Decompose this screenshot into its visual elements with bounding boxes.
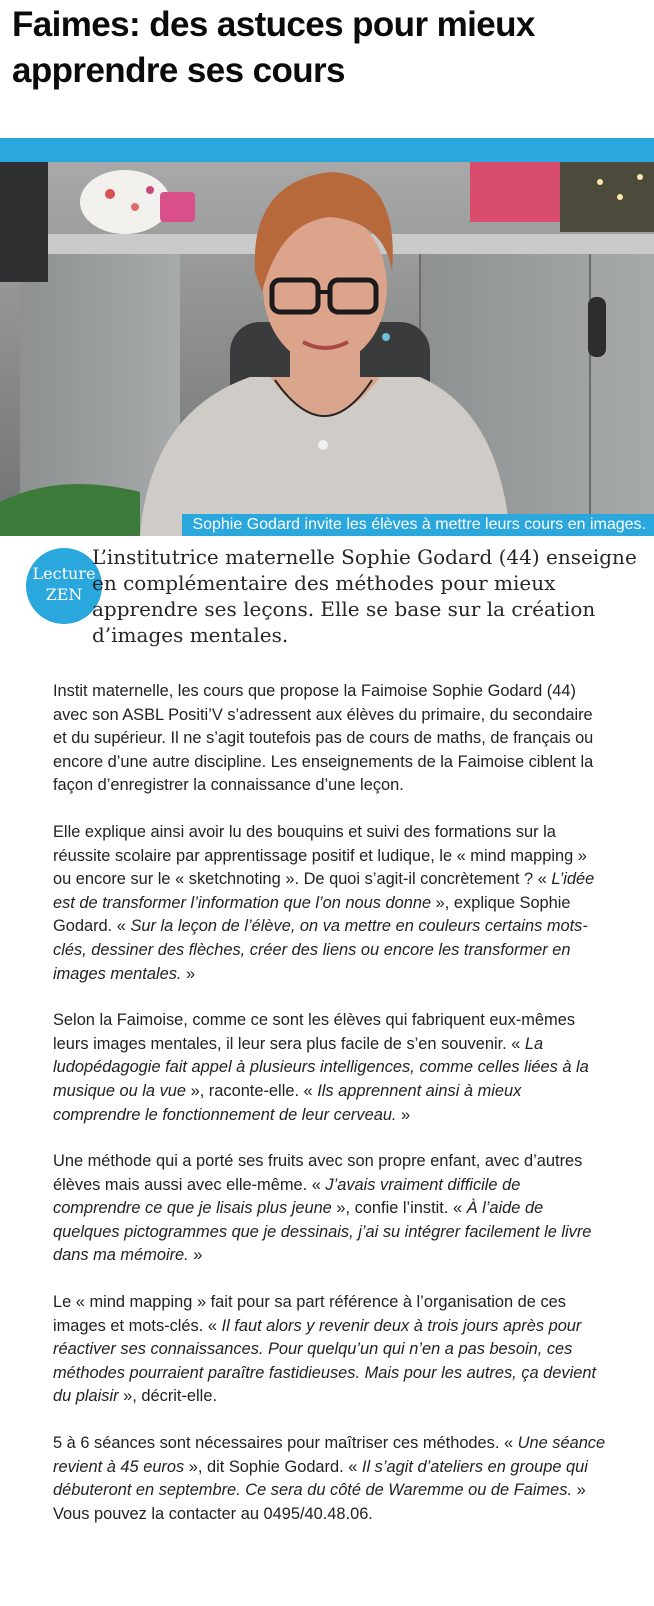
paragraph-text: Une méthode qui a porté ses fruits avec son propre enfant, avec d’autres élèves mais aussi avec elle-même. « [53,1152,583,1194]
photo-caption: Sophie Godard invite les élèves à mettre leurs cours en images. [182,514,654,536]
quote-text: Une séance revient à 45 euros [53,1434,606,1476]
body-paragraph [53,680,608,798]
paragraph-text: », confie l’instit. « [331,1199,467,1218]
paragraph-text: », raconte-elle. « [186,1081,318,1100]
paragraph-text: Elle explique ainsi avoir lu des bouquins et suivi des formations sur la réussite scolaire par apprentissage positif et ludique, le « mind mapping » ou encore sur le « sketchnoting ». De quoi s’agit-il concrètement ? « [53,822,587,889]
paragraph-text: », décrit-elle. [118,1387,217,1406]
paragraph-text: 5 à 6 séances sont nécessaires pour maîtriser ces méthodes. « [53,1434,518,1453]
paragraph-text: », dit Sophie Godard. « [184,1457,362,1476]
paragraph-text: » Vous pouvez la contacter au 0495/40.48.06. [53,1481,586,1523]
paragraph-text: » [396,1105,411,1124]
quote-text: J’avais vraiment difficile de comprendre ce que je lisais plus jeune [53,1175,521,1218]
quote-text: Il faut alors y revenir deux à trois jours après pour réactiver ses connaissances. Pour quelqu’un qui n’en a pas besoin, ces méthodes pourraient paraître fastidieuses. Mais pour les autres, ça devient du plaisir [53,1316,597,1406]
article-body [53,680,608,1549]
badge-line-2: ZEN [45,585,83,604]
badge-line-1: Lecture [32,564,96,583]
paragraph-text: Selon la Faimoise, comme ce sont les élèves qui fabriquent eux-mêmes leurs images mentales, il leur sera plus facile de s’en souvenir. « [53,1011,576,1053]
body-paragraph [53,1432,608,1526]
quote-text: Il s’agit d’ateliers en groupe qui débuteront en septembre. Ce sera du côté de Waremme ou de Faimes. [53,1457,588,1500]
paragraph-text: Instit maternelle, les cours que propose la Faimoise Sophie Godard (44) avec son ASBL Positi’V s’adressent aux élèves du primaire, du secondaire et du supérieur. Il ne s’agit toutefois pas de cours de maths, de français ou encore d’une autre discipline. Les enseignements de la Faimoise ciblent la façon d’enregistrer la connaissance d’une leçon. [53,682,594,795]
paragraph-text: » [181,964,196,983]
quote-text: Ils apprennent ainsi à mieux comprendre le fonctionnement de leur cerveau. [53,1081,522,1124]
body-paragraph [53,1291,608,1409]
body-paragraph [53,1009,608,1127]
article-title: Faimes: des astuces pour mieux apprendre ses cours [12,5,535,90]
paragraph-text: » [188,1246,203,1265]
article-lead: L’institutrice maternelle Sophie Godard (44) enseigne en complémentaire des méthodes pour mieux apprendre ses leçons. Elle se base sur la création d’images mentales. [92,545,637,647]
accent-bar [0,138,654,162]
paragraph-text: », explique Sophie Godard. « [53,893,571,936]
article-photo [0,162,654,536]
quote-text: À l’aide de quelques pictogrammes que je dessinais, j’ai su intégrer facilement le livre dans ma mémoire. [53,1199,592,1265]
body-paragraph [53,1150,608,1268]
quote-text: L’idée est de transformer l’information que l’on nous donne [53,870,595,912]
body-paragraph [53,821,608,986]
paragraph-text: Le « mind mapping » fait pour sa part référence à l’organisation de ces images et mots-clés. « [53,1293,566,1335]
portrait-illustration [0,162,654,536]
quote-text: Sur la leçon de l’élève, on va mettre en couleurs certains mots-clés, dessiner des flèches, créer des liens ou encore les transformer en images mentales. [53,917,588,983]
quote-text: La ludopédagogie fait appel à plusieurs intelligences, comme celles liées à la musique ou la vue [53,1034,589,1100]
lecture-zen-badge [26,548,102,624]
